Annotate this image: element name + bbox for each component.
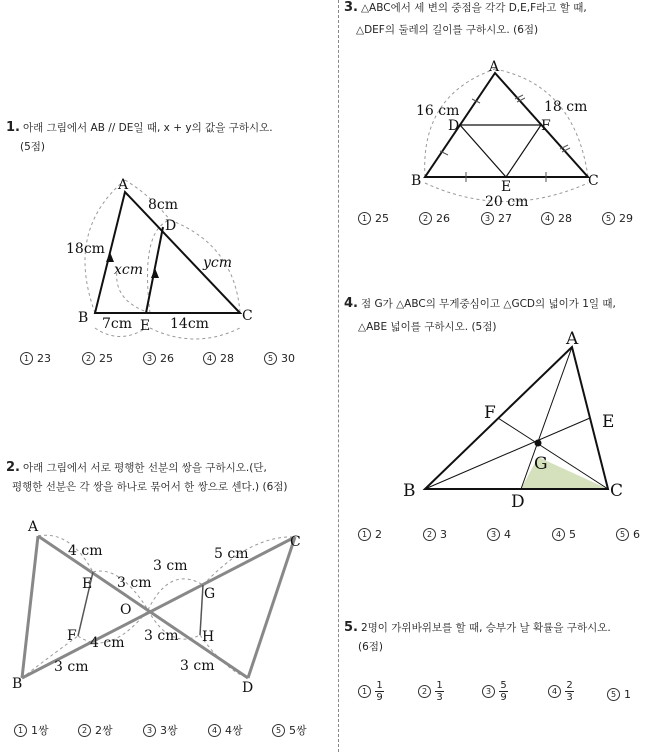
- q2-len-oh: 3 cm: [144, 628, 179, 644]
- q4-choice-4[interactable]: 4 5: [552, 528, 576, 541]
- question-5-text: 2명이 가위바위보를 할 때, 승부가 날 확률을 구하시오.: [360, 622, 611, 634]
- q1-label-b: B: [78, 310, 89, 326]
- q4-label-d: D: [511, 492, 525, 512]
- q3-choice-1[interactable]: 1 25: [358, 212, 389, 225]
- q1-marker-4: 4: [203, 352, 216, 365]
- q1-label-d: D: [165, 218, 177, 234]
- q5-fraction-3: $\frac{5}{9}$: [500, 680, 507, 703]
- q3-len-bc: 20 cm: [485, 194, 529, 210]
- question-4-figure: [398, 330, 643, 515]
- q3-len-ab: 16 cm: [416, 103, 460, 119]
- q4-label-e: E: [602, 412, 615, 432]
- q4-choice-2[interactable]: 2 3: [423, 528, 447, 541]
- q2-len-gc: 5 cm: [214, 546, 249, 562]
- question-2-text2: 평행한 선분은 각 쌍을 하나로 묶어서 한 쌍으로 센다.) (6점): [12, 481, 288, 493]
- q4-label-a: A: [566, 330, 579, 349]
- q2-choice-5[interactable]: 5 5쌍: [272, 722, 307, 738]
- q1-choice-5[interactable]: 5 30: [264, 352, 295, 365]
- q3-len-ac: 18 cm: [544, 99, 588, 115]
- question-4-number: 4.: [344, 296, 358, 311]
- question-5-number: 5.: [344, 620, 358, 635]
- q3-choice-5[interactable]: 5 29: [602, 212, 633, 225]
- q4-choice-5[interactable]: 5 6: [616, 528, 640, 541]
- question-2-text: 아래 그림에서 서로 평행한 선분의 쌍을 구하시오.(단,: [22, 462, 267, 474]
- q1-choice-2[interactable]: 2 25: [82, 352, 113, 365]
- q5-choice-3[interactable]: 3 $\frac{5}{9}$: [482, 680, 508, 703]
- q2-segment-gh: [200, 585, 203, 635]
- q1-choice-1[interactable]: 1 23: [20, 352, 51, 365]
- q1-choice-3[interactable]: 3 26: [143, 352, 174, 365]
- question-1-text: 아래 그림에서 AB // DE일 때, x + y의 값을 구하시오.: [22, 122, 273, 134]
- column-divider: [338, 0, 339, 752]
- q1-marker-3: 3: [143, 352, 156, 365]
- q2-label-a: A: [28, 519, 39, 535]
- q1-marker-2: 2: [82, 352, 95, 365]
- q2-choice-4[interactable]: 4 4쌍: [208, 722, 243, 738]
- question-4-text2: △ABE 넓이를 구하시오. (5점): [358, 321, 497, 333]
- question-1-points: (5점): [20, 141, 46, 153]
- q4-choice-3[interactable]: 3 4: [487, 528, 511, 541]
- q1-len-ad: 8cm: [148, 197, 179, 213]
- q4-label-f: F: [484, 403, 496, 423]
- q3-label-d: D: [448, 118, 460, 134]
- question-3: [344, 0, 664, 40]
- question-2: [6, 458, 331, 497]
- question-3-number: 3.: [344, 0, 358, 15]
- q5-choice-4[interactable]: 4 $\frac{2}{3}$: [548, 680, 574, 703]
- q2-label-c: C: [290, 534, 301, 550]
- q4-choice-1[interactable]: 1 2: [358, 528, 382, 541]
- q2-label-d: D: [242, 680, 254, 696]
- q2-len-ae: 4 cm: [68, 543, 103, 559]
- q3-label-e: E: [501, 179, 512, 195]
- question-5-text2: (6점): [358, 641, 384, 653]
- q5-fraction-4: $\frac{2}{3}$: [566, 680, 573, 703]
- q5-fraction-1: $\frac{1}{9}$: [376, 680, 383, 703]
- q1-choice-4[interactable]: 4 28: [203, 352, 234, 365]
- q1-parallel-arrow-ab: [106, 252, 114, 262]
- question-2-number: 2.: [6, 460, 20, 475]
- q3-triangle-def: [460, 125, 541, 177]
- q4-centroid-dot: [535, 440, 542, 447]
- q4-label-c: C: [610, 481, 624, 501]
- q1-len-be: 7cm: [102, 316, 133, 332]
- q5-choice-5[interactable]: 5 1: [607, 688, 631, 701]
- q2-len-hd: 3 cm: [180, 658, 215, 674]
- q2-choice-2[interactable]: 2 2쌍: [78, 722, 113, 738]
- q3-label-a: A: [489, 59, 500, 75]
- q4-triangle-abc: [425, 347, 608, 489]
- q1-marker-1: 1: [20, 352, 33, 365]
- q3-choice-4[interactable]: 4 28: [541, 212, 572, 225]
- q2-label-b: B: [12, 676, 23, 692]
- q1-label-e: E: [140, 318, 151, 334]
- q1-len-ab: 18cm: [66, 241, 105, 257]
- q3-label-f: F: [541, 118, 551, 134]
- question-4-text: 점 G가 △ABC의 무게중심이고 △GCD의 넓이가 1일 때,: [360, 298, 616, 310]
- question-5: [344, 618, 669, 657]
- question-1-figure: [60, 170, 280, 340]
- q1-label-c: C: [242, 308, 253, 324]
- q2-len-og: 3 cm: [153, 558, 188, 574]
- q2-label-f: F: [67, 628, 77, 644]
- question-3-text2: △DEF의 둘레의 길이를 구하시오. (6점): [356, 24, 539, 36]
- q2-len-bf: 3 cm: [54, 659, 89, 675]
- question-3-figure: [410, 55, 610, 210]
- q4-label-b: B: [403, 481, 416, 501]
- q2-label-g: G: [204, 586, 216, 602]
- q2-label-h: H: [202, 629, 215, 645]
- q3-choice-2[interactable]: 2 26: [419, 212, 450, 225]
- q2-label-e: E: [82, 576, 93, 592]
- question-1: [6, 118, 331, 157]
- question-2-figure: [10, 510, 330, 710]
- q2-len-fo: 4 cm: [90, 635, 125, 651]
- question-3-text: △ABC에서 세 변의 중점을 각각 D,E,F라고 할 때,: [360, 2, 587, 14]
- q5-choice-2[interactable]: 2 $\frac{1}{3}$: [418, 680, 444, 703]
- q3-choice-3[interactable]: 3 27: [481, 212, 512, 225]
- q4-label-g: G: [534, 454, 548, 474]
- q2-len-eo: 3 cm: [117, 575, 152, 591]
- q5-fraction-2: $\frac{1}{3}$: [436, 680, 443, 703]
- q2-label-o: O: [120, 602, 132, 618]
- q2-choice-1[interactable]: 1 1쌍: [14, 722, 49, 738]
- question-1-number: 1.: [6, 120, 20, 135]
- q1-parallel-arrow-de: [151, 268, 159, 278]
- q2-arc-og: [148, 579, 203, 610]
- q2-segment-ab: [22, 536, 38, 678]
- q5-choice-1[interactable]: 1 $\frac{1}{9}$: [358, 680, 384, 703]
- q3-label-b: B: [411, 173, 422, 189]
- q1-len-ec: 14cm: [170, 316, 209, 332]
- q2-choice-3[interactable]: 3 3쌍: [143, 722, 178, 738]
- q3-label-c: C: [588, 173, 599, 189]
- q1-len-de: xcm: [114, 262, 144, 278]
- q1-label-a: A: [118, 177, 129, 193]
- q1-len-dc: ycm: [203, 255, 233, 271]
- q1-marker-5: 5: [264, 352, 277, 365]
